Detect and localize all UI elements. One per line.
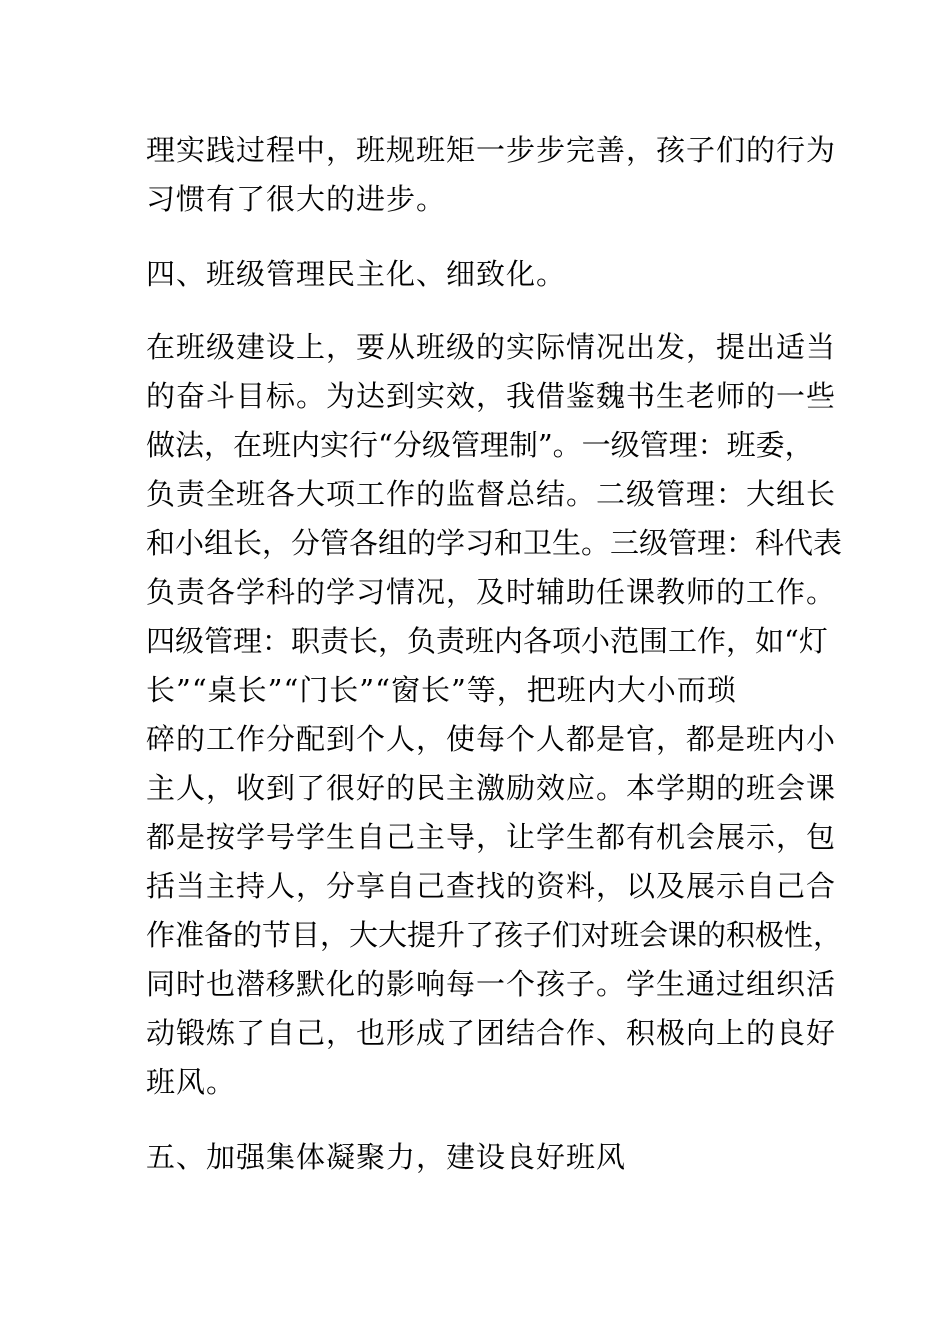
text-line: 做法，在班内实行“分级管理制”。一级管理：班委， xyxy=(146,428,814,462)
text-line: 主人，收到了很好的民主激励效应。本学期的班会课 xyxy=(146,771,837,805)
text-line: 碎的工作分配到个人，使每个人都是官，都是班内小 xyxy=(146,722,837,756)
heading-text: 五、加强集体凝聚力，建设良好班风 xyxy=(146,1140,627,1174)
text-line: 动锻炼了自己，也形成了团结合作、积极向上的良好 xyxy=(146,1016,837,1050)
text-line: 负责全班各大项工作的监督总结。二级管理：大组长 xyxy=(146,477,837,511)
text-line: 习惯有了很大的进步。 xyxy=(146,182,447,216)
text-line: 理实践过程中，班规班矩一步步完善，孩子们的行为 xyxy=(146,133,837,167)
text-line: 作准备的节目，大大提升了孩子们对班会课的积极性， xyxy=(146,918,843,952)
text-line: 四级管理：职责长，负责班内各项小范围工作，如“灯 xyxy=(146,624,828,658)
text-line: 负责各学科的学习情况，及时辅助任课教师的工作。 xyxy=(146,575,837,609)
text-line: 都是按学号学生自己主导，让学生都有机会展示，包 xyxy=(146,820,837,854)
text-line: 长”“桌长”“门长”“窗长”等，把班内大小而琐 xyxy=(146,673,737,707)
text-line: 和小组长，分管各组的学习和卫生。三级管理：科代表 xyxy=(146,526,843,560)
text-line: 的奋斗目标。为达到实效，我借鉴魏书生老师的一些 xyxy=(146,379,837,413)
text-line: 同时也潜移默化的影响每一个孩子。学生通过组织活 xyxy=(146,967,837,1001)
heading-text: 四、班级管理民主化、细致化。 xyxy=(146,257,567,291)
text-line: 班风。 xyxy=(146,1065,237,1099)
text-line: 在班级建设上，要从班级的实际情况出发，提出适当 xyxy=(146,330,837,364)
text-line: 括当主持人，分享自己查找的资料，以及展示自己合 xyxy=(146,869,837,903)
